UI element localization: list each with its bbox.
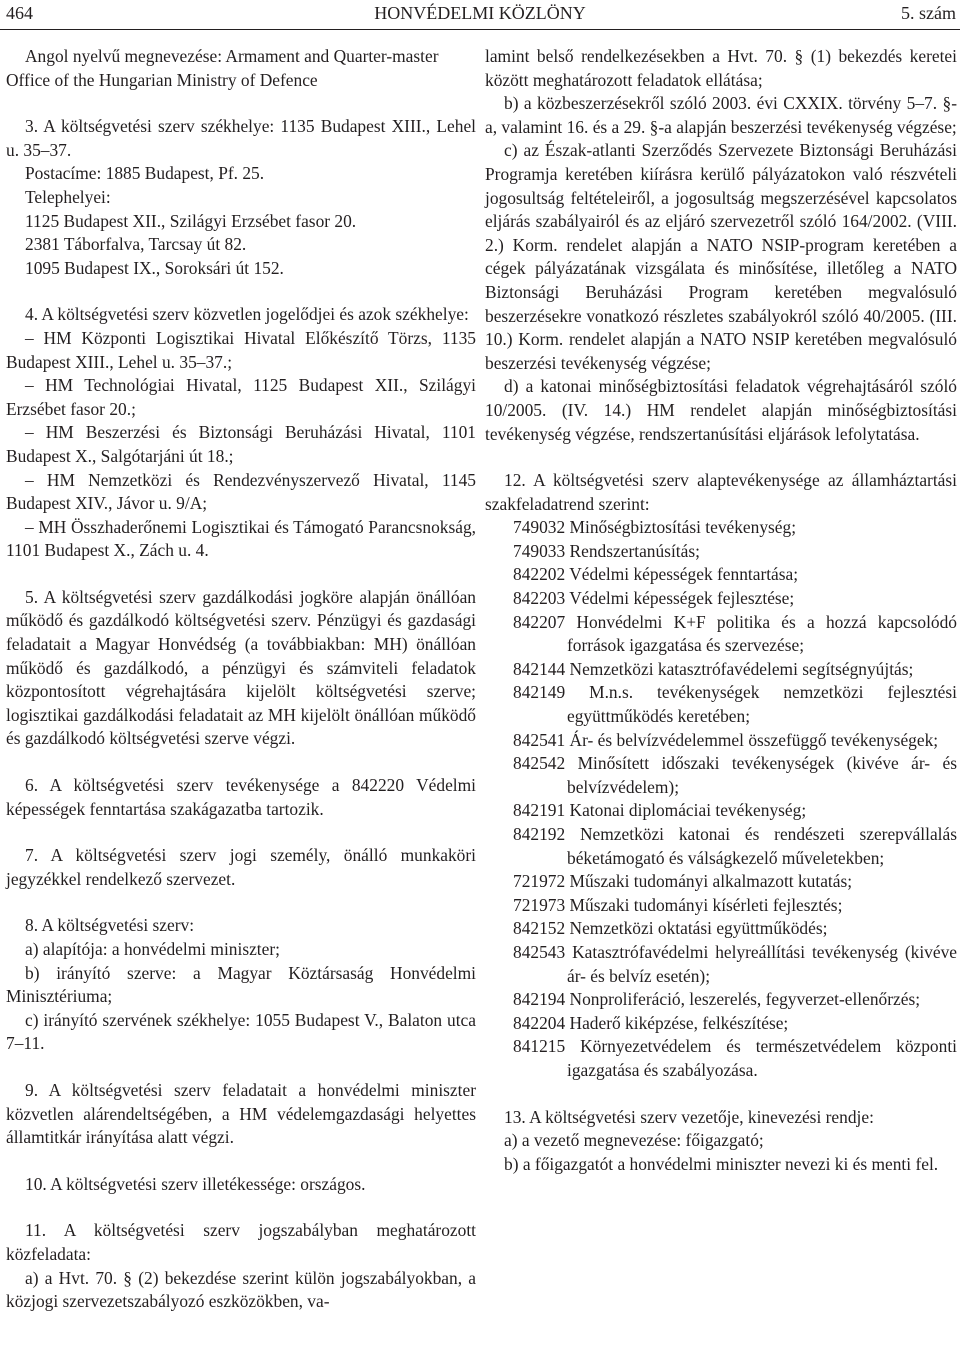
- paragraph-9: 9. A költségvetési szerv feladatait a honvédelmi miniszter közvetlen alárendeltségében, a HM védelemgazdasági helyettes államtitkár irányítása alatt végzi.: [6, 1079, 476, 1148]
- activity-text: Nonproliferáció, leszerelés, fegyverzet-ellenőrzés;: [569, 989, 921, 1010]
- activity-code: 749032: [513, 517, 566, 538]
- site-item: 1125 Budapest XII., Szilágyi Erzsébet fasor 20.: [25, 210, 357, 231]
- paragraph-8-c: c) irányító szervének székhelye: 1055 Budapest V., Balaton utca 7–11.: [6, 1009, 476, 1054]
- activity-item: [485, 917, 957, 941]
- paragraph-7: 7. A költségvetési szerv jogi személy, önálló munkaköri jegyzékkel rendelkező szervezet.: [6, 845, 476, 889]
- activity-code: 841215: [513, 1036, 566, 1057]
- activity-text: Rendszertanúsítás;: [569, 540, 700, 561]
- activity-code: 842144: [513, 658, 566, 679]
- activity-code: 842152: [513, 918, 566, 939]
- activity-text: Műszaki tudományi alkalmazott kutatás;: [569, 871, 853, 892]
- activity-item: [485, 799, 957, 823]
- site-item: 2381 Táborfalva, Tarcsay út 82.: [25, 234, 247, 255]
- activity-item: [485, 823, 957, 870]
- paragraph-11-intro: 11. A költségvetési szerv jogszabályban meghatározott közfeladata:: [6, 1220, 476, 1264]
- activity-code: 842203: [513, 588, 566, 609]
- activity-text: Ár- és belvízvédelemmel összefüggő tevékenységek;: [569, 729, 939, 750]
- paragraph-10: 10. A költségvetési szerv illetékessége: országos.: [25, 1173, 366, 1194]
- activity-item: [485, 941, 957, 988]
- paragraph-8-a: a) alapítója: a honvédelmi miniszter;: [25, 939, 280, 959]
- predecessor-item: – MH Összhaderőnemi Logisztikai és Támogató Parancsnokság, 1101 Budapest X., Zách u. 4.: [6, 516, 476, 561]
- activity-text: Haderő kiképzése, felkészítése;: [569, 1012, 789, 1033]
- activity-item: [485, 587, 957, 611]
- activity-code: 721973: [513, 894, 566, 915]
- paragraph-6: 6. A költségvetési szerv tevékenysége a 842220 Védelmi képességek fenntartása szakágazatba tartozik.: [6, 775, 476, 819]
- activity-text: Védelmi képességek fejlesztése;: [569, 588, 795, 609]
- paragraph-13-a: a) a vezető megnevezése: főigazgató;: [504, 1130, 764, 1151]
- predecessor-item: – HM Beszerzési és Biztonsági Beruházási Hivatal, 1101 Budapest X., Salgótarjáni út 18.;: [6, 422, 476, 466]
- activity-code: 842192: [513, 824, 566, 844]
- page-number: 464: [6, 3, 33, 23]
- sites-label: Telephelyei:: [25, 186, 111, 207]
- paragraph-11-b: b) a közbeszerzésekről szóló 2003. évi CXXIX. törvény 5–7. §-a, valamint 16. és a 29. §-a alapján beszerzési tevékenység végzése;: [485, 93, 957, 137]
- activity-item: [485, 611, 957, 658]
- activity-text: Katonai diplomáciai tevékenység;: [569, 800, 807, 821]
- site-item: 1095 Budapest IX., Soroksári út 152.: [25, 257, 284, 278]
- paragraph-8-b: b) irányító szerve: a Magyar Köztársaság Honvédelmi Minisztériuma;: [6, 962, 476, 1007]
- activity-code: 842541: [513, 729, 566, 750]
- activity-code: 842207: [513, 611, 566, 632]
- activity-item: [485, 729, 957, 753]
- activity-text: Minősített időszaki tevékenységek (kivéve ár- és belvízvédelem);: [567, 753, 957, 797]
- activity-code: 842542: [513, 753, 566, 774]
- activity-item: [485, 681, 957, 728]
- activity-item: [485, 1035, 957, 1082]
- activity-text: Minőségbiztosítási tevékenység;: [569, 517, 797, 538]
- paragraph-11-c: c) az Észak-atlanti Szerződés Szervezete Biztonsági Beruházási Programja keretében kiírásra kerülő pályázatokon való részvételi jogosultság feltételeiről, a jogosultság megszerzésével kapcsolatos eljárás szabályairól és az eljáró szervezetről szóló 164/2002. (VIII. 2.) Korm. rendelet alapján a NATO NSIP-program keretében a cégek pályázatának vizsgálata és minősítése, illetőleg a NATO Biztonsági Beruházási Program keretében megvalósuló beszerzésekre vonatkozó részletes szabályokról szóló 40/2005. (III. 10.) Korm. rendelet alapján a NATO NSIP keretében megvalósuló beszerzési tevékenység végzése;: [485, 140, 957, 373]
- activity-text: Védelmi képességek fenntartása;: [569, 564, 799, 585]
- activity-item: [485, 658, 957, 682]
- journal-title: HONVÉDELMI KÖZLÖNY: [374, 3, 586, 23]
- activity-code: 842149: [513, 682, 566, 703]
- activity-item: [485, 540, 957, 564]
- paragraph-8-intro: 8. A költségvetési szerv:: [25, 915, 195, 936]
- activity-item: [485, 563, 957, 587]
- paragraph-3-seat: 3. A költségvetési szerv székhelye: 1135 Budapest XIII., Lehel u. 35–37.: [6, 116, 476, 160]
- activity-code: 842191: [513, 800, 566, 821]
- activity-code: 842204: [513, 1012, 566, 1033]
- paragraph-5: 5. A költségvetési szerv gazdálkodási jogköre alapján önállóan működő és gazdálkodó költségvetési szerv. Pénzügyi és gazdasági feladatait a Magyar Honvédség (a továbbiakban: MH) önállóan működő és gazdálkodó, a pénzügyi és számviteli feladatok központosított végrehajtására kijelölt költségvetési szerve; logisztikai gazdálkodási feladatait az MH kijelölt önállóan működő és gazdálkodó költségvetési szerve végzi.: [6, 586, 476, 749]
- activity-text: Honvédelmi K+F politika és a hozzá kapcsolódó források igazgatása és szervezése;: [567, 611, 957, 656]
- activity-text: Nemzetközi katonai és rendészeti szerepvállalás béketámogató és válságkezelő műveletekben;: [567, 824, 957, 868]
- activity-code: 749033: [513, 540, 566, 561]
- paragraph-13-b: b) a főigazgatót a honvédelmi miniszter nevezi ki és menti fel.: [504, 1153, 939, 1174]
- activity-code: 842194: [513, 989, 566, 1010]
- paragraph-11-d: d) a katonai minőségbiztosítási feladatok végrehajtásáról szóló 10/2005. (IV. 14.) HM rendelet alapján minőségbiztosítási tevékenység végzése, rendszertanúsítási eljárások lefolytatása.: [485, 376, 957, 444]
- activity-item: [485, 988, 957, 1012]
- paragraph-11-a: a) a Hvt. 70. § (2) bekezdése szerint külön jogszabályokban, a közjogi szervezetszabályozó eszközökben, va-: [6, 1267, 476, 1312]
- activity-item: [485, 752, 957, 799]
- predecessor-item: – HM Technológiai Hivatal, 1125 Budapest XII., Szilágyi Erzsébet fasor 20.;: [6, 375, 476, 419]
- activity-code: 842202: [513, 564, 566, 585]
- activity-list: [485, 516, 957, 1082]
- activity-code: 721972: [513, 871, 566, 892]
- activity-text: Környezetvédelem és természetvédelem központi igazgatása és szabályozása.: [567, 1036, 957, 1080]
- activity-item: [485, 894, 957, 918]
- predecessor-item: – HM Nemzetközi és Rendezvényszervező Hivatal, 1145 Budapest XIV., Jávor u. 9/A;: [6, 469, 476, 514]
- activity-text: Műszaki tudományi kísérleti fejlesztés;: [569, 894, 843, 915]
- english-name-paragraph: Angol nyelvű megnevezése: Armament and Quarter-master Office of the Hungarian Ministry of Defence: [6, 46, 439, 90]
- activity-text: M.n.s. tevékenységek nemzetközi fejlesztési együttműködés keretében;: [567, 682, 957, 727]
- page-header: [0, 0, 960, 30]
- activity-item: [485, 870, 957, 894]
- postal-address: Postacíme: 1885 Budapest, Pf. 25.: [25, 163, 265, 184]
- paragraph-11-a-continued: lamint belső rendelkezésekben a Hvt. 70. § (1) bekezdés keretei között meghatározott feladatok ellátása;: [485, 46, 957, 90]
- activity-code: 842543: [513, 941, 566, 962]
- paragraph-12-intro: 12. A költségvetési szerv alaptevékenysége az államháztartási szakfeladatrend szerint:: [485, 470, 957, 514]
- activity-item: [485, 516, 957, 540]
- activity-item: [485, 1012, 957, 1036]
- activity-text: Katasztrófavédelmi helyreállítási tevékenység (kivéve ár- és belvíz esetén);: [567, 941, 957, 986]
- paragraph-13-intro: 13. A költségvetési szerv vezetője, kinevezési rendje:: [504, 1106, 874, 1127]
- issue-number: 5. szám: [901, 3, 956, 23]
- activity-text: Nemzetközi katasztrófavédelemi segítségnyújtás;: [569, 658, 914, 679]
- predecessor-item: – HM Központi Logisztikai Hivatal Előkészítő Törzs, 1135 Budapest XIII., Lehel u. 35–37.;: [6, 327, 476, 372]
- left-column: [6, 45, 476, 1314]
- right-column: [485, 45, 957, 1176]
- paragraph-4-intro: 4. A költségvetési szerv közvetlen jogelődjei és azok székhelye:: [25, 304, 469, 325]
- activity-text: Nemzetközi oktatási együttműködés;: [569, 918, 828, 939]
